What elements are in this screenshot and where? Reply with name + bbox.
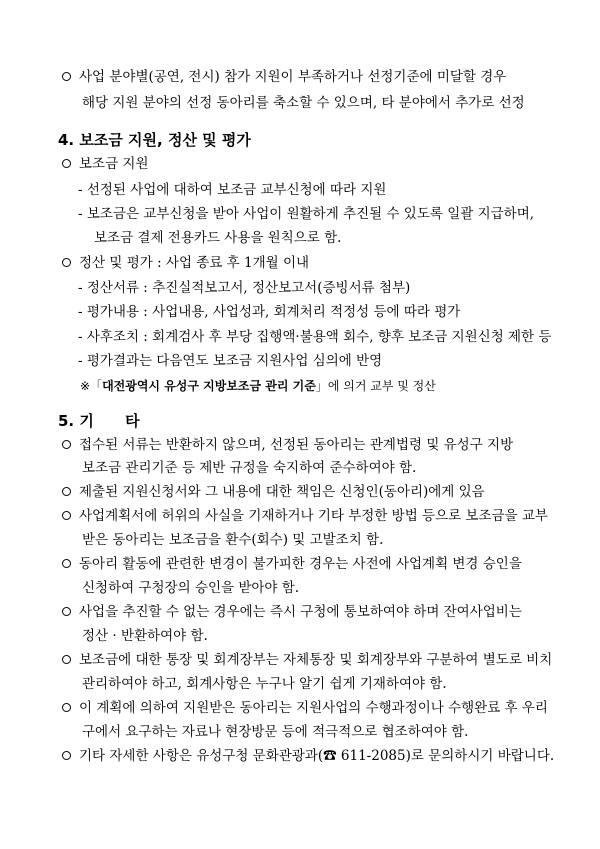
section-4-heading: 4. 보조금 지원, 정산 및 평가 bbox=[58, 131, 251, 149]
list-item-text: 사업을 추진할 수 없는 경우에는 즉시 구청에 통보하여야 하며 잔여사업비는 bbox=[79, 604, 522, 620]
list-item-text: 사업계획서에 허위의 사실을 기재하거나 기타 부정한 방법 등으로 보조금을 교부 bbox=[79, 508, 548, 524]
list-item bbox=[62, 603, 522, 621]
circle-bullet-icon bbox=[62, 607, 71, 616]
circle-bullet-icon bbox=[62, 511, 71, 520]
list-item-text: 이 계획에 의하여 지원받은 동아리는 지원사업의 수행과정이나 수행완료 후 우리 bbox=[79, 700, 548, 716]
settle-title: 정산 및 평가 : 사업 종료 후 1개월 이내 bbox=[62, 254, 309, 272]
settle-item-1: - 정산서류 : 추진실적보고서, 정산보고서(증빙서류 첨부) bbox=[78, 280, 411, 296]
bullet-item-continuation: 해당 지원 분야의 선정 동아리를 축소할 수 있으며, 타 분야에서 추가로 선정 bbox=[82, 95, 525, 111]
list-item bbox=[62, 483, 485, 501]
settle-item-3: - 사후조치 : 회계검사 후 부당 집행액·불용액 회수, 향후 보조금 지원신청 제한 등 bbox=[78, 329, 552, 345]
list-item-text: 제출된 지원신청서와 그 내용에 대한 책임은 신청인(동아리)에게 있음 bbox=[79, 484, 485, 500]
list-item bbox=[62, 699, 548, 717]
list-item bbox=[62, 555, 522, 573]
circle-bullet-icon bbox=[62, 440, 71, 449]
list-item-continuation: 구에서 요구하는 자료나 현장방문 등에 적극적으로 협조하여야 함. bbox=[82, 724, 469, 740]
list-item-continuation: 보조금 관리기준 등 제반 규정을 숙지하여 준수하여야 함. bbox=[82, 460, 417, 476]
list-item-continuation: 관리하여야 하고, 회계사항은 누구나 알기 쉽게 기재하여야 함. bbox=[82, 676, 447, 692]
circle-bullet-icon bbox=[62, 703, 71, 712]
list-item bbox=[62, 507, 548, 525]
list-item bbox=[62, 436, 513, 454]
settle-item-2: - 평가내용 : 사업내용, 사업성과, 회계처리 적정성 등에 따라 평가 bbox=[78, 304, 461, 320]
list-item-continuation: 받은 동아리는 보조금을 환수(회수) 및 고발조치 함. bbox=[82, 532, 384, 548]
support-title: 보조금 지원 bbox=[62, 155, 149, 173]
list-item-text: 동아리 활동에 관련한 변경이 불가피한 경우는 사전에 사업계획 변경 승인을 bbox=[79, 556, 522, 572]
settle-item-4: - 평가결과는 다음연도 보조금 지원사업 심의에 반영 bbox=[78, 353, 383, 369]
list-item-continuation: 신청하여 구청장의 승인을 받아야 함. bbox=[82, 580, 300, 596]
list-item-text: 접수된 서류는 반환하지 않으며, 선정된 동아리는 관계법령 및 유성구 지방 bbox=[79, 437, 514, 453]
circle-bullet-icon bbox=[62, 159, 71, 168]
circle-bullet-icon bbox=[62, 487, 71, 496]
circle-bullet-icon bbox=[62, 72, 71, 81]
list-item-continuation: 정산 · 반환하여야 함. bbox=[82, 628, 208, 644]
list-item bbox=[62, 747, 554, 765]
section-5-heading: 5. 기 타 bbox=[58, 412, 140, 430]
bullet-item: 사업 분야별(공연, 전시) 참가 지원이 부족하거나 선정기준에 미달할 경우 bbox=[62, 68, 506, 86]
list-item-text: 보조금에 대한 통장 및 회계장부는 자체통장 및 회계장부와 구분하여 별도로 비치 bbox=[79, 652, 553, 668]
circle-bullet-icon bbox=[62, 751, 71, 760]
support-item-2: - 보조금은 교부신청을 받아 사업이 원활하게 추진될 수 있도록 일괄 지급하며, bbox=[78, 206, 535, 222]
circle-bullet-icon bbox=[62, 559, 71, 568]
regulation-note: ※「대전광역시 유성구 지방보조금 관리 기준」에 의거 교부 및 정산 bbox=[80, 379, 436, 393]
list-item bbox=[62, 651, 552, 669]
support-item-2-continuation: 보조금 결제 전용카드 사용을 원칙으로 함. bbox=[94, 230, 342, 246]
circle-bullet-icon bbox=[62, 258, 71, 267]
list-item-text: 기타 자세한 사항은 유성구청 문화관광과(☎ 611-2085)로 문의하시기 바랍니다. bbox=[79, 748, 555, 764]
support-item-1: - 선정된 사업에 대하여 보조금 교부신청에 따라 지원 bbox=[78, 182, 387, 198]
circle-bullet-icon bbox=[62, 655, 71, 664]
